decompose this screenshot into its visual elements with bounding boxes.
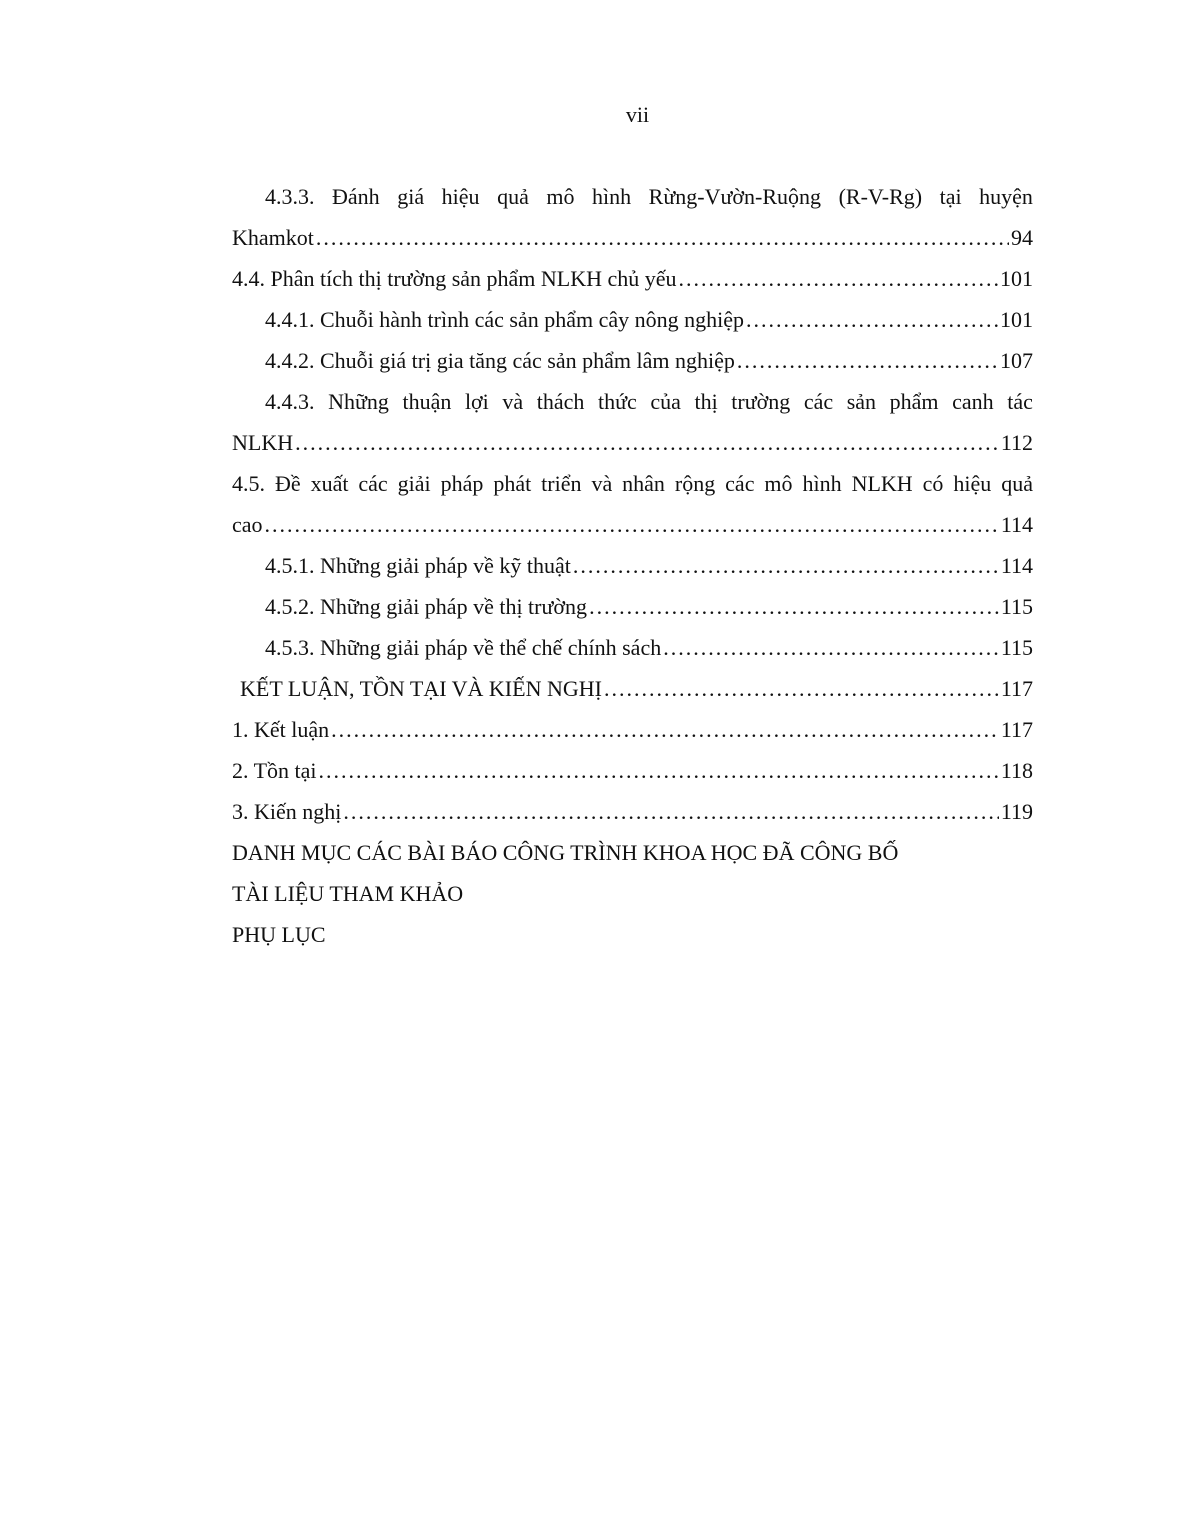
toc-entry-label: 4.4.2. Chuỗi giá trị gia tăng các sản phẩm lâm nghiệp [265, 348, 735, 373]
toc-page-number: 101 [1000, 266, 1033, 291]
leader-dots [316, 217, 1009, 258]
leader-dots [265, 504, 999, 545]
toc-entry-4-4[interactable] [232, 258, 1033, 299]
toc-entry-4-4-3-line2[interactable] [232, 422, 1033, 463]
toc-entry-limitations[interactable] [232, 750, 1033, 791]
toc-page-number: 119 [1000, 799, 1033, 824]
toc-word: 4.3.3. [265, 184, 315, 209]
toc-word: thị [694, 389, 718, 414]
toc-entry-label: 3. Kiến nghị [232, 799, 342, 824]
toc-page-number: 117 [1000, 676, 1033, 701]
toc-word: Những [328, 389, 389, 414]
toc-word: mô [764, 471, 793, 496]
toc-word: quả [1001, 471, 1033, 496]
toc-word: tại [939, 184, 962, 209]
toc-entry-label: 1. Kết luận [232, 717, 330, 742]
toc-page-number: 114 [1000, 512, 1033, 537]
toc-word: các [803, 389, 834, 414]
toc-entry-4-5-line2[interactable] [232, 504, 1033, 545]
toc-word: và [502, 389, 524, 414]
toc-entry-label: cao [232, 512, 263, 537]
leader-dots [679, 258, 998, 299]
toc-word: có [922, 471, 944, 496]
toc-entry-label: 4.5.3. Những giải pháp về thể chế chính sách [265, 635, 662, 660]
toc-word: trường [731, 389, 791, 414]
toc-entry-4-3-3-line2[interactable] [232, 217, 1033, 258]
toc-word: nhân [622, 471, 665, 496]
leader-dots [663, 627, 999, 668]
leader-dots [295, 422, 999, 463]
toc-word: lợi [464, 389, 489, 414]
toc-word: hiệu [441, 184, 480, 209]
leader-dots [746, 299, 998, 340]
toc-word: NLKH [851, 471, 913, 496]
toc-word: Rừng-Vườn-Ruộng [648, 184, 822, 209]
toc-entry-4-5-1[interactable] [232, 545, 1033, 586]
toc-word: pháp [440, 471, 484, 496]
toc-entry-4-5-3[interactable] [232, 627, 1033, 668]
toc-word: giải [397, 471, 431, 496]
toc-entry-4-4-1[interactable] [232, 299, 1033, 340]
leader-dots [604, 668, 999, 709]
leader-dots [573, 545, 999, 586]
toc-entry-label: 4.4.1. Chuỗi hành trình các sản phẩm cây nông nghiệp [265, 307, 745, 332]
toc-word: 4.4.3. [265, 389, 315, 414]
toc-word: phát [493, 471, 532, 496]
toc-entry-4-5-line1[interactable] [232, 463, 1033, 504]
toc-entry-4-4-3-line1[interactable] [232, 381, 1033, 422]
toc-word: hiệu [953, 471, 992, 496]
toc-word: rộng [674, 471, 716, 496]
toc-word: thức [597, 389, 637, 414]
toc-entry-label: 2. Tồn tại [232, 758, 317, 783]
toc-word: giá [397, 184, 425, 209]
page-number: vii [625, 102, 650, 127]
toc-word: triển [541, 471, 582, 496]
toc-page-number: 117 [1000, 717, 1033, 742]
toc-entry-conclusion[interactable] [232, 668, 1033, 709]
toc-page-number: 118 [1000, 758, 1033, 783]
table-of-contents [232, 176, 1033, 955]
toc-entry-label: Khamkot [232, 225, 314, 250]
leader-dots [319, 750, 999, 791]
leader-dots [331, 709, 999, 750]
toc-word: thuận [402, 389, 452, 414]
toc-page-number: 114 [1000, 553, 1033, 578]
toc-entry-4-4-2[interactable] [232, 340, 1033, 381]
toc-word: 4.5. [232, 471, 265, 496]
toc-entry-label: 4.4. Phân tích thị trường sản phẩm NLKH chủ yếu [232, 266, 677, 291]
toc-word: Đề [274, 471, 301, 496]
toc-entry-label: KẾT LUẬN, TỒN TẠI VÀ KIẾN NGHỊ [240, 676, 602, 701]
toc-page-number: 101 [1000, 307, 1033, 332]
toc-entry-4-5-2[interactable] [232, 586, 1033, 627]
toc-entry-label: NLKH [232, 430, 294, 455]
leader-dots [589, 586, 999, 627]
toc-page-number: 107 [1000, 348, 1033, 373]
toc-page-number: 115 [1000, 635, 1033, 660]
toc-entry-conclusions[interactable] [232, 709, 1033, 750]
toc-entry-label: 4.5.2. Những giải pháp về thị trường [265, 594, 588, 619]
toc-word: của [650, 389, 681, 414]
toc-word: tác [1007, 389, 1033, 414]
toc-word: sản [846, 389, 877, 414]
toc-word: các [358, 471, 388, 496]
toc-page-number: 115 [1000, 594, 1033, 619]
toc-page-number: 112 [1000, 430, 1033, 455]
toc-word: các [725, 471, 755, 496]
toc-word: và [591, 471, 613, 496]
toc-word: hình [802, 471, 842, 496]
toc-entry-appendix[interactable]: PHỤ LỤC [232, 922, 326, 947]
leader-dots [343, 791, 998, 832]
toc-entry-4-3-3-line1[interactable] [232, 176, 1033, 217]
toc-word: quả [497, 184, 529, 209]
toc-word: xuất [310, 471, 349, 496]
toc-word: thách [536, 389, 585, 414]
leader-dots [737, 340, 998, 381]
toc-word: huyện [979, 184, 1033, 209]
toc-entry-recommendations[interactable] [232, 791, 1033, 832]
toc-page-number: 94 [1011, 225, 1033, 250]
toc-word: hình [592, 184, 632, 209]
toc-entry-label: 4.5.1. Những giải pháp về kỹ thuật [265, 553, 571, 578]
toc-word: Đánh [332, 184, 380, 209]
toc-entry-publications[interactable]: DANH MỤC CÁC BÀI BÁO CÔNG TRÌNH KHOA HỌC ĐÃ CÔNG BỐ [232, 840, 899, 865]
toc-word: (R-V-Rg) [838, 184, 923, 209]
toc-entry-references[interactable]: TÀI LIỆU THAM KHẢO [232, 881, 464, 906]
toc-word: mô [546, 184, 575, 209]
toc-word: phẩm [889, 389, 939, 414]
toc-word: canh [952, 389, 994, 414]
